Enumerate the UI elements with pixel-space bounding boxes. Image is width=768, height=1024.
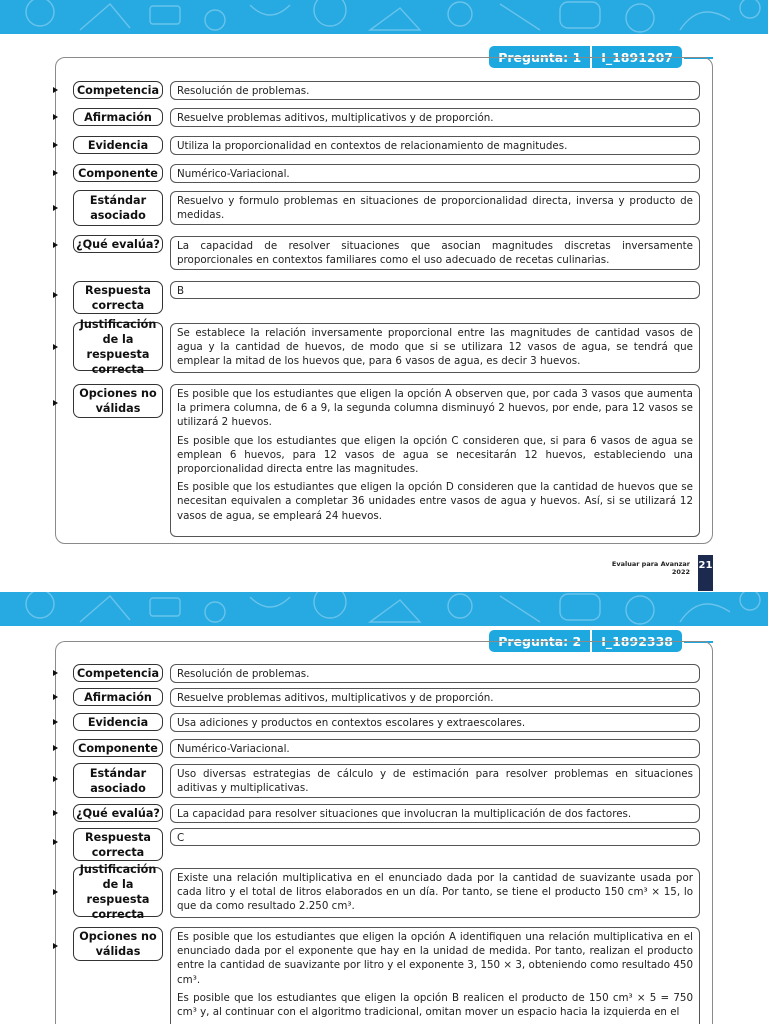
- bullet-arrow-icon: [53, 719, 58, 725]
- row-que-evalua: [53, 803, 703, 823]
- label-respuesta: Respuesta correcta: [73, 281, 163, 314]
- label-componente: Componente: [73, 739, 163, 757]
- bullet-arrow-icon: [53, 142, 58, 148]
- row-opciones: [53, 383, 703, 538]
- label-justificacion: Justificación de la respuesta correcta: [73, 867, 163, 917]
- header-banner-2: [0, 592, 768, 626]
- label-componente: Componente: [73, 164, 163, 182]
- row-opciones: [53, 926, 703, 1024]
- row-justificacion: [53, 317, 703, 376]
- option-a-text: Es posible que los estudiantes que eligen la opción A observen que, por cada 3 vasos que aumenta la primera columna, de 6 a 9, la segunda columna disminuyó 2 huevos, por ende, para 12 vasos se utilizará 2 huevos.: [177, 388, 693, 429]
- bullet-arrow-icon: [53, 205, 58, 211]
- question-number: Pregunta: 2: [489, 630, 590, 652]
- row-competencia: [53, 80, 703, 100]
- doodle-pattern: [0, 0, 768, 34]
- row-competencia: [53, 663, 703, 683]
- row-afirmacion: [53, 107, 703, 127]
- label-competencia: Competencia: [73, 664, 163, 682]
- row-estandar: [53, 190, 703, 226]
- value-afirmacion: Resuelve problemas aditivos, multiplicativos y de proporción.: [170, 688, 700, 707]
- header-banner: [0, 0, 768, 34]
- value-que-evalua: La capacidad para resolver situaciones que involucran la multiplicación de dos factores.: [170, 804, 700, 823]
- bullet-arrow-icon: [53, 344, 58, 350]
- value-evidencia: Utiliza la proporcionalidad en contextos de relacionamiento de magnitudes.: [170, 136, 700, 155]
- footer-year: 2022: [671, 568, 690, 576]
- question-code: I_1891207: [592, 46, 682, 68]
- value-competencia: Resolución de problemas.: [170, 81, 700, 100]
- footer-title: Evaluar para Avanzar: [611, 560, 690, 568]
- page-number: 21: [698, 555, 713, 591]
- option-d-text: Es posible que los estudiantes que eligen la opción D consideren que la cantidad de huevos que se necesitan equivalen a completar 36 unidades entre vasos de agua y huevos. Así, si se utilizará 12 vasos de agua, se empleará 24 huevos.: [177, 481, 693, 522]
- value-componente: Numérico-Variacional.: [170, 739, 700, 758]
- option-c-text: Es posible que los estudiantes que eligen la opción C consideren que, si para 6 vasos de agua se emplean 6 huevos, para 12 vasos de agua se necesitarán 12 huevos, estableciendo una proporcionalidad directa entre las magnitudes.: [177, 434, 693, 476]
- value-que-evalua: La capacidad de resolver situaciones que asocian magnitudes discretas inversamente proporcionales en contextos familiares como el uso adecuado de recetas culinarias.: [170, 236, 700, 270]
- value-componente: Numérico-Variacional.: [170, 164, 700, 183]
- bullet-arrow-icon: [53, 943, 58, 949]
- value-opciones: [170, 927, 700, 1024]
- label-respuesta: Respuesta correcta: [73, 828, 163, 861]
- footer-brand: [612, 560, 690, 576]
- bullet-arrow-icon: [53, 87, 58, 93]
- bullet-arrow-icon: [53, 694, 58, 700]
- row-componente: [53, 738, 703, 758]
- question-number: Pregunta: 1: [489, 46, 590, 68]
- label-evidencia: Evidencia: [73, 136, 163, 154]
- bullet-arrow-icon: [53, 670, 58, 676]
- row-justificacion: [53, 863, 703, 921]
- row-componente: [53, 163, 703, 183]
- bullet-arrow-icon: [53, 400, 58, 406]
- value-estandar: Resuelvo y formulo problemas en situaciones de proporcionalidad directa, inversa y producto de medidas.: [170, 191, 700, 225]
- bullet-arrow-icon: [53, 114, 58, 120]
- value-justificacion: Se establece la relación inversamente proporcional entre las magnitudes de cantidad vasos de agua y la cantidad de huevos, de modo que si se utilizara 12 vasos de agua, se tendrá que emplear la mitad de los huevos que, para 6 vasos de agua, es decir 3 huevos.: [170, 323, 700, 373]
- label-afirmacion: Afirmación: [73, 688, 163, 706]
- label-afirmacion: Afirmación: [73, 108, 163, 126]
- value-justificacion: Existe una relación multiplicativa en el enunciado dada por la cantidad de suavizante usada por cada litro y el total de litros elaborados en un día. Por tanto, se tiene el producto 150 cm³ × 15, lo que da como resultado 2.250 cm³.: [170, 868, 700, 918]
- label-estandar: Estándar asociado: [73, 763, 163, 798]
- option-a-text: Es posible que los estudiantes que eligen la opción A identifiquen una relación multiplicativa en el enunciado dada por el exponente que hay en la unidad de medida. Por tanto, realizan el producto entre la cantidad de suavizante por litro y el exponente 3, 150 × 3, obteniendo como resultado 450 cm³.: [177, 931, 693, 986]
- bullet-arrow-icon: [53, 292, 58, 298]
- value-respuesta: B: [170, 281, 700, 299]
- bullet-arrow-icon: [53, 839, 58, 845]
- value-afirmacion: Resuelve problemas aditivos, multiplicativos y de proporción.: [170, 108, 700, 127]
- value-competencia: Resolución de problemas.: [170, 664, 700, 683]
- row-evidencia: [53, 135, 703, 155]
- value-evidencia: Usa adiciones y productos en contextos escolares y extraescolares.: [170, 713, 700, 732]
- label-competencia: Competencia: [73, 81, 163, 99]
- label-evidencia: Evidencia: [73, 713, 163, 731]
- value-respuesta: C: [170, 828, 700, 846]
- bullet-arrow-icon: [53, 745, 58, 751]
- option-b-text: Es posible que los estudiantes que eligen la opción B realicen el producto de 150 cm³ × 5 = 750 cm³ y, al continuar con el algoritmo tradicional, omitan mover un espacio hacia la izquierda en el: [177, 991, 693, 1019]
- row-respuesta: [53, 281, 703, 315]
- row-respuesta: [53, 828, 703, 862]
- label-estandar: Estándar asociado: [73, 190, 163, 226]
- bullet-arrow-icon: [53, 889, 58, 895]
- bullet-arrow-icon: [53, 242, 58, 248]
- bullet-arrow-icon: [53, 170, 58, 176]
- label-justificacion: Justificación de la respuesta correcta: [73, 322, 163, 371]
- row-evidencia: [53, 712, 703, 732]
- row-afirmacion: [53, 687, 703, 707]
- label-opciones: Opciones no válidas: [73, 927, 163, 961]
- label-que-evalua: ¿Qué evalúa?: [73, 804, 163, 822]
- row-estandar: [53, 763, 703, 799]
- row-que-evalua: [53, 235, 703, 271]
- bullet-arrow-icon: [53, 776, 58, 782]
- bullet-arrow-icon: [53, 810, 58, 816]
- value-estandar: Uso diversas estrategias de cálculo y de estimación para resolver problemas en situaciones aditivas y multiplicativas.: [170, 764, 700, 798]
- question-code: I_1892338: [592, 630, 682, 652]
- doodle-pattern: [0, 592, 768, 626]
- label-que-evalua: ¿Qué evalúa?: [73, 235, 163, 253]
- value-opciones: [170, 384, 700, 537]
- label-opciones: Opciones no válidas: [73, 384, 163, 418]
